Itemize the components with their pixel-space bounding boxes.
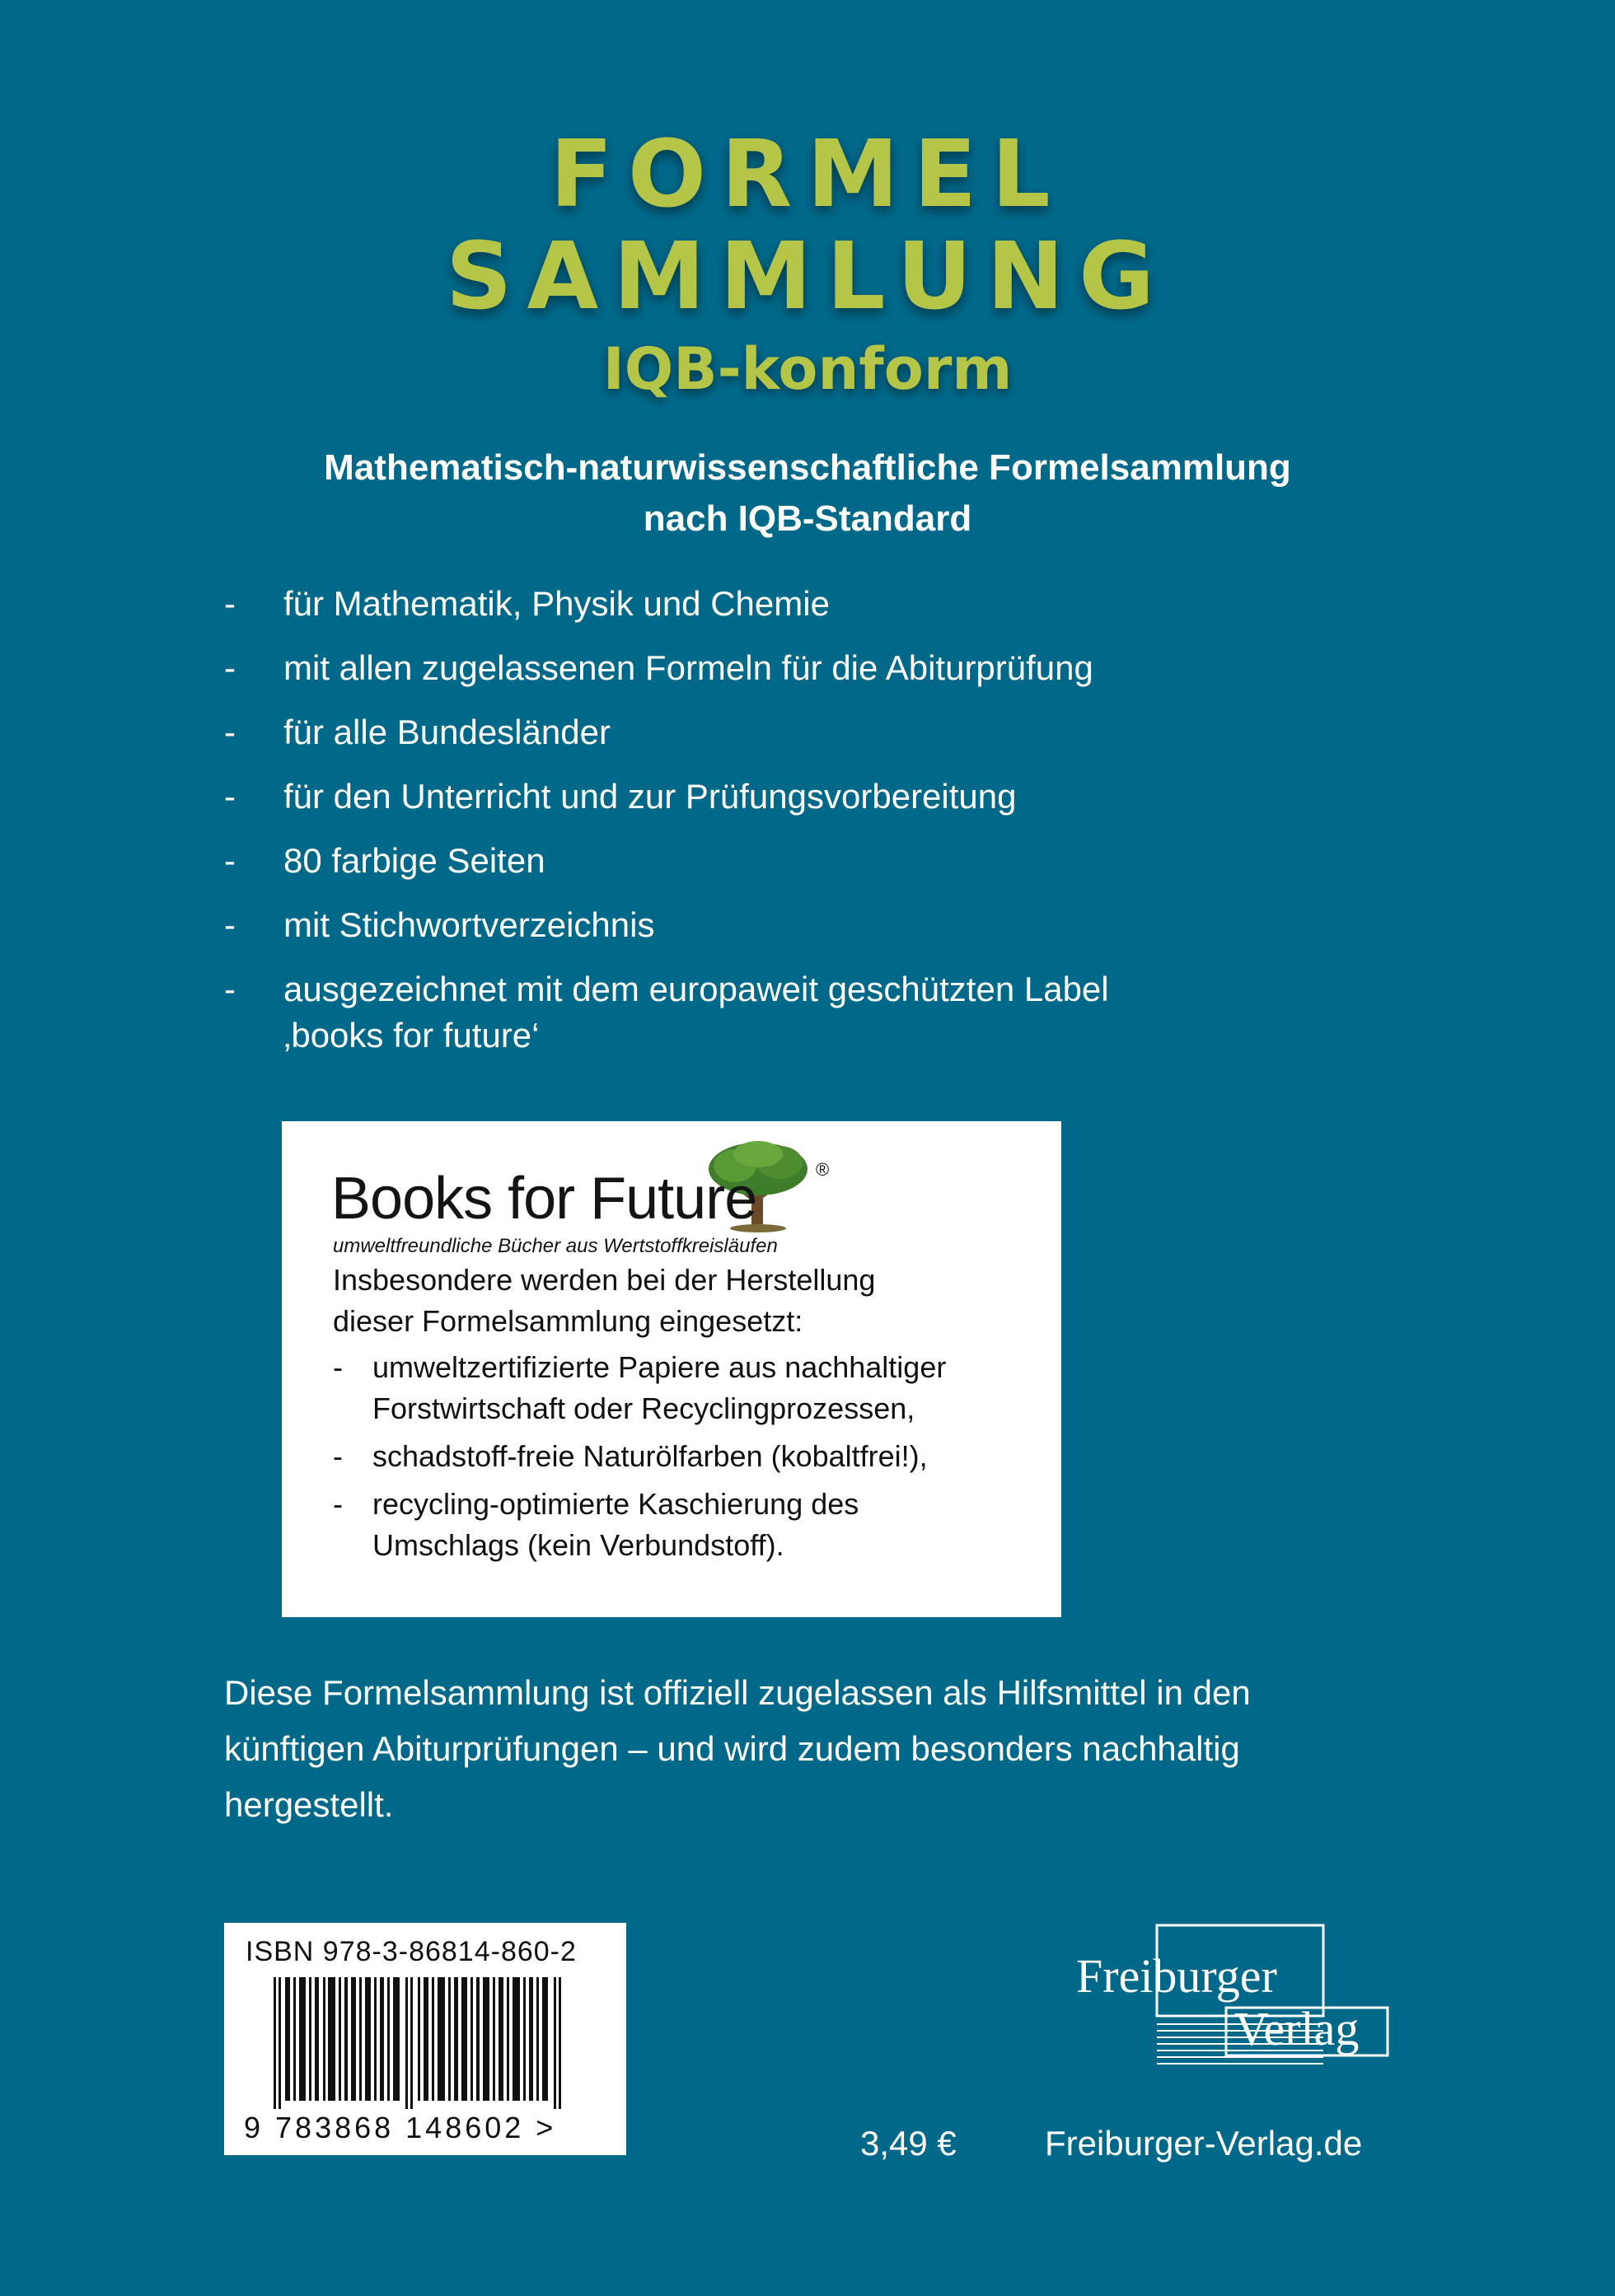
- bullet-dash: -: [224, 713, 236, 751]
- bullet-dash: -: [224, 584, 236, 623]
- feature-list: [224, 581, 1460, 1077]
- isbn-label: ISBN 978-3-86814-860-2: [246, 1936, 577, 1967]
- feature-item: [224, 645, 1460, 691]
- bullet-dash: -: [224, 970, 236, 1008]
- book-title: [0, 121, 1615, 409]
- isbn-barcode-box: [224, 1923, 626, 2155]
- book-subtitle: [0, 442, 1615, 545]
- feature-item: [224, 966, 1460, 1059]
- bullet-dash: -: [333, 1487, 343, 1521]
- bullet-dash: -: [224, 905, 236, 944]
- price: 3,49 €: [860, 2124, 957, 2163]
- closing-line-2: künftigen Abiturprüfungen – und wird zudem besonders nachhaltig: [224, 1729, 1240, 1768]
- bff-item-text-cont: Forstwirtschaft oder Recyclingprozessen,: [372, 1391, 915, 1425]
- books-for-future-logo: [331, 1154, 925, 1270]
- feature-item: [224, 902, 1460, 948]
- publisher-name-line-1: Freiburger: [1076, 1949, 1277, 2003]
- feature-text-cont: ‚books for future‘: [283, 1016, 540, 1054]
- bff-list-item: [333, 1347, 1033, 1429]
- bullet-dash: -: [333, 1350, 343, 1384]
- title-line-2: SAMMLUNG: [445, 223, 1170, 330]
- feature-text: mit allen zugelassenen Formeln für die Abiturprüfung: [283, 648, 1093, 687]
- publisher-website: Freiburger-Verlag.de: [1045, 2124, 1363, 2163]
- bff-intro-line-1: Insbesondere werden bei der Herstellung: [333, 1263, 876, 1297]
- bff-list-item: [333, 1436, 1033, 1477]
- bff-item-text-cont: Umschlags (kein Verbundstoff).: [372, 1528, 784, 1562]
- registered-mark: ®: [816, 1159, 830, 1180]
- title-line-1: FORMEL: [550, 121, 1065, 228]
- bullet-dash: -: [224, 648, 236, 687]
- bff-item-text: umweltzertifizierte Papiere aus nachhaltiger: [372, 1350, 947, 1384]
- subtitle-line-1: Mathematisch-naturwissenschaftliche Formelsammlung: [324, 447, 1291, 488]
- bullet-dash: -: [333, 1439, 343, 1473]
- barcode-icon: [274, 1977, 578, 2109]
- books-for-future-text: [333, 1260, 1033, 1573]
- closing-line-1: Diese Formelsammlung ist offiziell zugelassen als Hilfsmittel in den: [224, 1673, 1251, 1712]
- bff-list-item: [333, 1484, 1033, 1566]
- title-subline: IQB-konform: [602, 335, 1013, 403]
- subtitle-line-2: nach IQB-Standard: [643, 498, 972, 539]
- feature-text: ausgezeichnet mit dem europaweit geschützten Label: [283, 970, 1109, 1008]
- bff-item-text: schadstoff-freie Naturölfarben (kobaltfrei!),: [372, 1439, 928, 1473]
- barcode-digits: 9 783868 148602 >: [244, 2111, 557, 2144]
- feature-item: [224, 774, 1460, 820]
- closing-line-3: hergestellt.: [224, 1785, 394, 1824]
- feature-item: [224, 581, 1460, 627]
- books-for-future-title: Books for Future: [331, 1166, 757, 1232]
- feature-text: 80 farbige Seiten: [283, 841, 545, 880]
- bff-list: [333, 1347, 1033, 1566]
- feature-text: mit Stichwortverzeichnis: [283, 905, 655, 944]
- bullet-dash: -: [224, 841, 236, 880]
- books-for-future-tagline: umweltfreundliche Bücher aus Wertstoffkreisläufen: [333, 1235, 778, 1257]
- feature-item: [224, 709, 1460, 755]
- bff-intro-line-2: dieser Formelsammlung eingesetzt:: [333, 1304, 803, 1338]
- bullet-dash: -: [224, 777, 236, 816]
- books-for-future-box: [282, 1121, 1061, 1617]
- feature-item: [224, 838, 1460, 884]
- bff-item-text: recycling-optimierte Kaschierung des: [372, 1487, 859, 1521]
- closing-paragraph: [224, 1665, 1427, 1833]
- publisher-logo: [1065, 1920, 1394, 2072]
- feature-text: für den Unterricht und zur Prüfungsvorbereitung: [283, 777, 1017, 816]
- publisher-name-line-2: Verlag: [1234, 2002, 1360, 2055]
- feature-text: für Mathematik, Physik und Chemie: [283, 584, 830, 623]
- feature-text: für alle Bundesländer: [283, 713, 611, 751]
